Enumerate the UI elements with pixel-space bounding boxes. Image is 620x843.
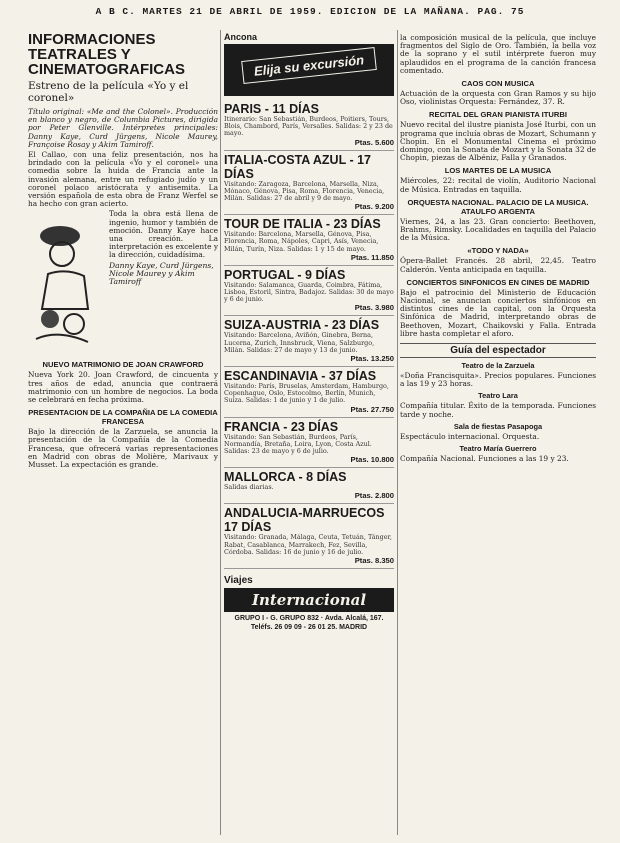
tour-title: ITALIA-COSTA AZUL - 17 DÍAS (224, 152, 371, 181)
theater-name: Sala de fiestas Pasapoga (453, 421, 543, 431)
tour-title: MALLORCA - 8 DÍAS (224, 470, 347, 485)
article-subhead: Estreno de la película «Yo y el coronel» (28, 80, 189, 104)
section-title: INFORMACIONES TEATRALES Y CINEMATOGRAFICAS (28, 32, 185, 78)
theater-listing: Compañía Nacional. Funciones a las 19 y 23. (400, 454, 569, 464)
tour-price: Ptas. 8.350 (354, 556, 394, 566)
theater-list (400, 361, 596, 463)
ad-brand: Ancona (224, 32, 258, 42)
tour-price: Ptas. 13.250 (350, 354, 394, 364)
tour-body: Visitando: Barcelona, Marsella, Génova, Pisa, Florencia, Roma, Nápoles, Capri, Asís, Venecia, Milán, Turín, Niza. Salidas: 1 y 15 de mayo. (224, 230, 379, 253)
theater-name: Teatro de la Zarzuela (461, 361, 535, 371)
theater-listing: Compañía titular. Éxito de la temporada. Funciones tarde y noche. (400, 401, 596, 419)
theater-name: Teatro Lara (478, 391, 518, 401)
caricature-illustration (28, 214, 104, 354)
film-credits: Título original: «Me and the Colonel». Producción en blanco y negro, de Columbia Pictures, dirigida por Peter Glenville. Intérpretes principales: Danny Kaye, Curd Jürgens, Nicole Maurey, Françoise Rosay y Akim Tamiroff. (28, 107, 218, 149)
ad-footer-brand: Viajes (224, 575, 253, 587)
tour-price: Ptas. 11.850 (350, 252, 394, 262)
ad-footer-logo: Internacional (224, 588, 394, 612)
article-paragraph: Miércoles, 22: recital de violín, Auditorio Nacional de Música. Entradas en taquilla. (400, 176, 596, 194)
tour-title: PARIS - 11 DÍAS (224, 102, 319, 116)
article-paragraph: Ópera-Ballet Francés. 28 abril, 22,45. Teatro Calderón. Venta anticipada en taquilla. (400, 256, 596, 274)
article-paragraph: Nuevo recital del ilustre pianista José Iturbi, con un programa que incluía obras de Mozart, Schumann y Chopin. En el Monumental Cinema el próximo domingo, con la Sonata de Mozart y la Sonata 32 de Chopin, piezas de Albéniz, Falla y Granados. (400, 120, 596, 163)
news-subheading: LOS MARTES DE LA MUSICA (444, 166, 552, 176)
theater-listing: «Doña Francisquita». Precios populares. Funciones a las 19 y 23 horas. (400, 371, 596, 389)
article-paragraph: Bajo el patrocinio del Ministerio de Educación Nacional, se anuncian conciertos sinfónicos en distintos cines de la capital, con la Orquesta Sinfónica de Madrid, interpretando obras de Beethoven, Mozart, Chaikovski y Falla. Entrada libre hasta completar el aforo. (400, 287, 596, 338)
tour-title: PORTUGAL - 9 DÍAS (224, 267, 346, 282)
tour-item (224, 504, 394, 569)
theater-name: Teatro María Guerrero (459, 444, 537, 454)
tour-body: Visitando: Granada, Málaga, Ceuta, Tetuán, Tánger, Rabat, Casablanca, Marrakech, Fez, Sevilla, Córdoba. Salidas: 16 de junio y 16 de julio. (224, 533, 392, 556)
theater-listing: Espectáculo internacional. Orquesta. (400, 431, 540, 441)
article-paragraph: Nueva York 20. Joan Crawford, de cincuenta y tres años de edad, anuncia que contraerá matrimonio con un hombre de negocios. La boda se celebrará en fecha próxima. (28, 370, 218, 405)
news-subheading: CONCIERTOS SINFONICOS EN CINES DE MADRID (406, 277, 590, 287)
tour-title: ANDALUCIA-MARRUECOS 17 DÍAS (224, 506, 385, 535)
tour-item (224, 266, 394, 317)
news-subheading: CAOS CON MUSICA (461, 79, 535, 89)
tour-title: ESCANDINAVIA - 37 DÍAS (224, 369, 377, 384)
news-subheading: NUEVO MATRIMONIO DE JOAN CRAWFORD (42, 360, 204, 370)
news-subheading: PRESENTACION DE LA COMPAÑIA DE LA COMEDIA FRANCESA (28, 408, 218, 427)
article-paragraph: Actuación de la orquesta con Gran Ramos y su hijo Oso, violinistas Orquesta: Fernández, 37. R. (400, 89, 596, 107)
article-paragraph: El Callao, con una feliz presentación, nos ha brindado con la película «Yo y el coronel» una comedia sobre la huida de Francia ante la invasión alemana, entre un refugiado judío y un coronel polaco aristócrata y antisemita. La versión española de esta obra de Franz Werfel se ha hecho con gran acierto. (28, 150, 218, 209)
tour-item (224, 151, 394, 216)
page-header: A B C. MARTES 21 DE ABRIL DE 1959. EDICION DE LA MAÑANA. PAG. 75 (95, 6, 525, 17)
news-subheading: «TODO Y NADA» (467, 246, 529, 256)
article-paragraph: la composición musical de la película, que incluye fragmentos del Siglo de Oro. También, la bella voz de la soprano y el sutil intérprete fueron muy aplaudidos en el programa de la canción francesa comentado. (400, 33, 596, 75)
tour-price: Ptas. 9.200 (354, 202, 394, 212)
illustration-caption: Danny Kaye, Curd Jürgens, Nicole Maurey y Akim Tamiroff (109, 260, 214, 287)
ad-banner-text: Elija su excursión (241, 47, 377, 84)
tour-body: Itinerario: San Sebastián, Burdeos, Poitiers, Tours, Blois, Chambord, París, Versalles. Salidas: 2 y 23 de mayo. (224, 115, 393, 138)
tour-title: SUIZA-AUSTRIA - 23 DÍAS (224, 318, 380, 333)
ad-footer (224, 575, 394, 632)
travel-advertisement (224, 32, 394, 837)
tour-price: Ptas. 27.750 (350, 404, 394, 414)
tour-item (224, 100, 394, 151)
tour-body: Visitando: Barcelona, Aviñón, Ginebra, Berna, Lucerna, Zurich, Innsbruck, Viena, Salzburgo, Milán. Salidas: 27 de mayo y 13 de junio. (224, 331, 375, 354)
tour-price: Ptas. 5.600 (354, 137, 394, 147)
tour-item (224, 418, 394, 469)
tour-price: Ptas. 3.980 (354, 303, 394, 313)
tour-title: TOUR DE ITALIA - 23 DÍAS (224, 217, 381, 232)
tour-item (224, 215, 394, 266)
article-paragraph: Toda la obra está llena de ingenio, humor y también de emoción. Danny Kaye hace una creación. La interpretación es excelente y la dirección, cuidadísima. (109, 209, 218, 260)
tour-price: Ptas. 2.800 (354, 491, 394, 501)
news-subheading: ORQUESTA NACIONAL. PALACIO DE LA MUSICA. ATAULFO ARGENTA (407, 197, 589, 216)
tour-body: Visitando: San Sebastián, Burdeos, París, Normandía, Bretaña, Loira, Lyon, Costa Azul. Salidas: 23 de mayo y 6 de julio. (224, 432, 372, 456)
tour-body: Visitando: Salamanca, Guarda, Coimbra, Fátima, Lisboa, Estoril, Sintra, Badajoz. Salidas: 30 de mayo y 6 de junio. (224, 280, 394, 304)
tour-body: Visitando: París, Bruselas, Amsterdam, Hamburgo, Copenhague, Oslo, Estocolmo, Berlín, Munich, Suiza. Salidas: 1 de junio y 1 de julio. (224, 382, 389, 405)
guide-heading: Guía del espectador (400, 343, 596, 358)
news-subheading: RECITAL DEL GRAN PIANISTA ITURBI (429, 110, 567, 120)
music-column (400, 32, 596, 837)
tour-item (224, 316, 394, 367)
column-rule-2 (397, 30, 398, 835)
tour-price: Ptas. 10.800 (350, 455, 394, 465)
ad-footer-address: GRUPO I - G. GRUPO 832 · Avda. Alcalá, 167. Teléfs. 26 09 09 - 26 01 25. MADRID (234, 615, 384, 632)
tour-item (224, 367, 394, 418)
tour-body: Visitando: Zaragoza, Barcelona, Marsella, Niza, Mónaco, Génova, Pisa, Roma, Florencia, Venecia, Milán. Salidas: 27 de abril y 9 de mayo. (224, 179, 385, 203)
article-column (28, 32, 218, 837)
tour-body: Salidas diarias. (224, 483, 274, 492)
article-paragraph: Viernes, 24, a las 23. Gran concierto: Beethoven, Brahms, Rimsky. Localidades en taquilla del Palacio de la Música. (400, 216, 596, 243)
ad-banner (224, 44, 394, 96)
tour-list (224, 100, 394, 569)
tour-item (224, 468, 394, 504)
column-rule-1 (220, 30, 221, 835)
article-paragraph: Bajo la dirección de la Zarzuela, se anuncia la presentación de la Compañía de la Comedia Francesa, que ofrecerá varias representaciones en Madrid con obras de Molière, Marivaux y Musset. La expectación es grande. (28, 427, 218, 470)
tour-title: FRANCIA - 23 DÍAS (224, 419, 339, 434)
